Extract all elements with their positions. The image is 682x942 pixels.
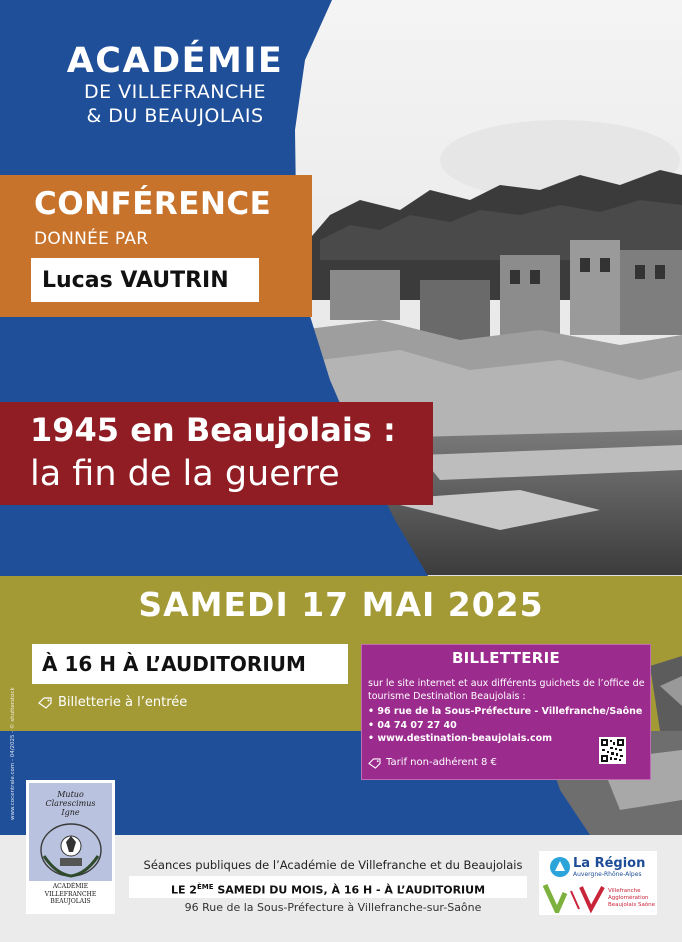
ticket-entry — [38, 694, 187, 712]
academy-line-2: DE VILLEFRANCHE — [83, 81, 267, 103]
logo-name-line-3: BEAUJOLAIS — [50, 898, 91, 905]
motto-line-2: Clarescimus — [45, 799, 96, 808]
ticket-entry-label: Billetterie à l’entrée — [58, 695, 188, 710]
region-logo-icon — [549, 856, 571, 878]
talk-title-line-1: 1945 en Beaujolais : — [30, 411, 396, 449]
villefranche-logo-icon — [543, 883, 605, 913]
footer-line-1: Séances publiques de l’Académie de Villefranche et du Beaujolais — [143, 858, 523, 872]
billetterie-item-website[interactable]: • www.destination-beaujolais.com — [368, 733, 553, 744]
agglo-name: Villefranche Agglomération Beaujolais Saône — [608, 888, 656, 908]
ticket-icon — [38, 697, 52, 709]
region-name: La Région — [573, 856, 646, 871]
footer-line-2-sup: ÈME — [196, 883, 214, 891]
logo-name-line-2: VILLEFRANCHE — [44, 890, 97, 898]
event-date: SAMEDI 17 MAI 2025 — [138, 585, 544, 624]
footer-line-2-post: SAMEDI DU MOIS, À 16 H - À L’AUDITORIUM — [213, 883, 486, 897]
academy-title — [40, 42, 310, 128]
region-subname: Auvergne-Rhône-Alpes — [573, 871, 642, 878]
motto-line-1: Mutuo — [57, 790, 84, 799]
academy-line-3: & DU BEAUJOLAIS — [86, 105, 264, 127]
logo-name-line-1: ACADÉMIE — [52, 883, 89, 890]
event-time-place: À 16 H À L’AUDITORIUM — [42, 652, 306, 676]
billetterie-title: BILLETTERIE — [451, 649, 561, 667]
billetterie-item-address: • 96 rue de la Sous-Préfecture - Villefranche/Saône — [368, 706, 643, 717]
footer-line-2-pre: LE 2 — [170, 883, 197, 897]
qr-code-icon[interactable] — [599, 737, 626, 764]
footer-line-2 — [129, 879, 527, 899]
conference-subtitle: DONNÉE PAR — [34, 229, 149, 249]
ticket-icon — [368, 758, 381, 769]
tarif-label: Tarif non-adhérent 8 € — [386, 757, 497, 768]
billetterie-intro: sur le site internet et aux différents guichets de l’office de tourisme Destination Beaujolais : — [368, 678, 645, 702]
academy-logo-motto — [29, 790, 112, 817]
talk-title-line-2: la fin de la guerre — [30, 454, 340, 494]
tarif — [368, 756, 497, 770]
footer-line-3: 96 Rue de la Sous-Préfecture à Villefranche-sur-Saône — [184, 901, 482, 914]
speaker-name: Lucas VAUTRIN — [42, 268, 229, 293]
motto-line-3: Igne — [61, 808, 80, 817]
academy-line-1: ACADÉMIE — [66, 41, 284, 81]
conference-title: CONFÉRENCE — [34, 186, 272, 222]
academy-logo-name — [26, 883, 115, 906]
side-credit — [10, 810, 16, 820]
academy-seal-icon — [36, 818, 106, 880]
billetterie-item-phone: • 04 74 07 27 40 — [368, 719, 457, 731]
